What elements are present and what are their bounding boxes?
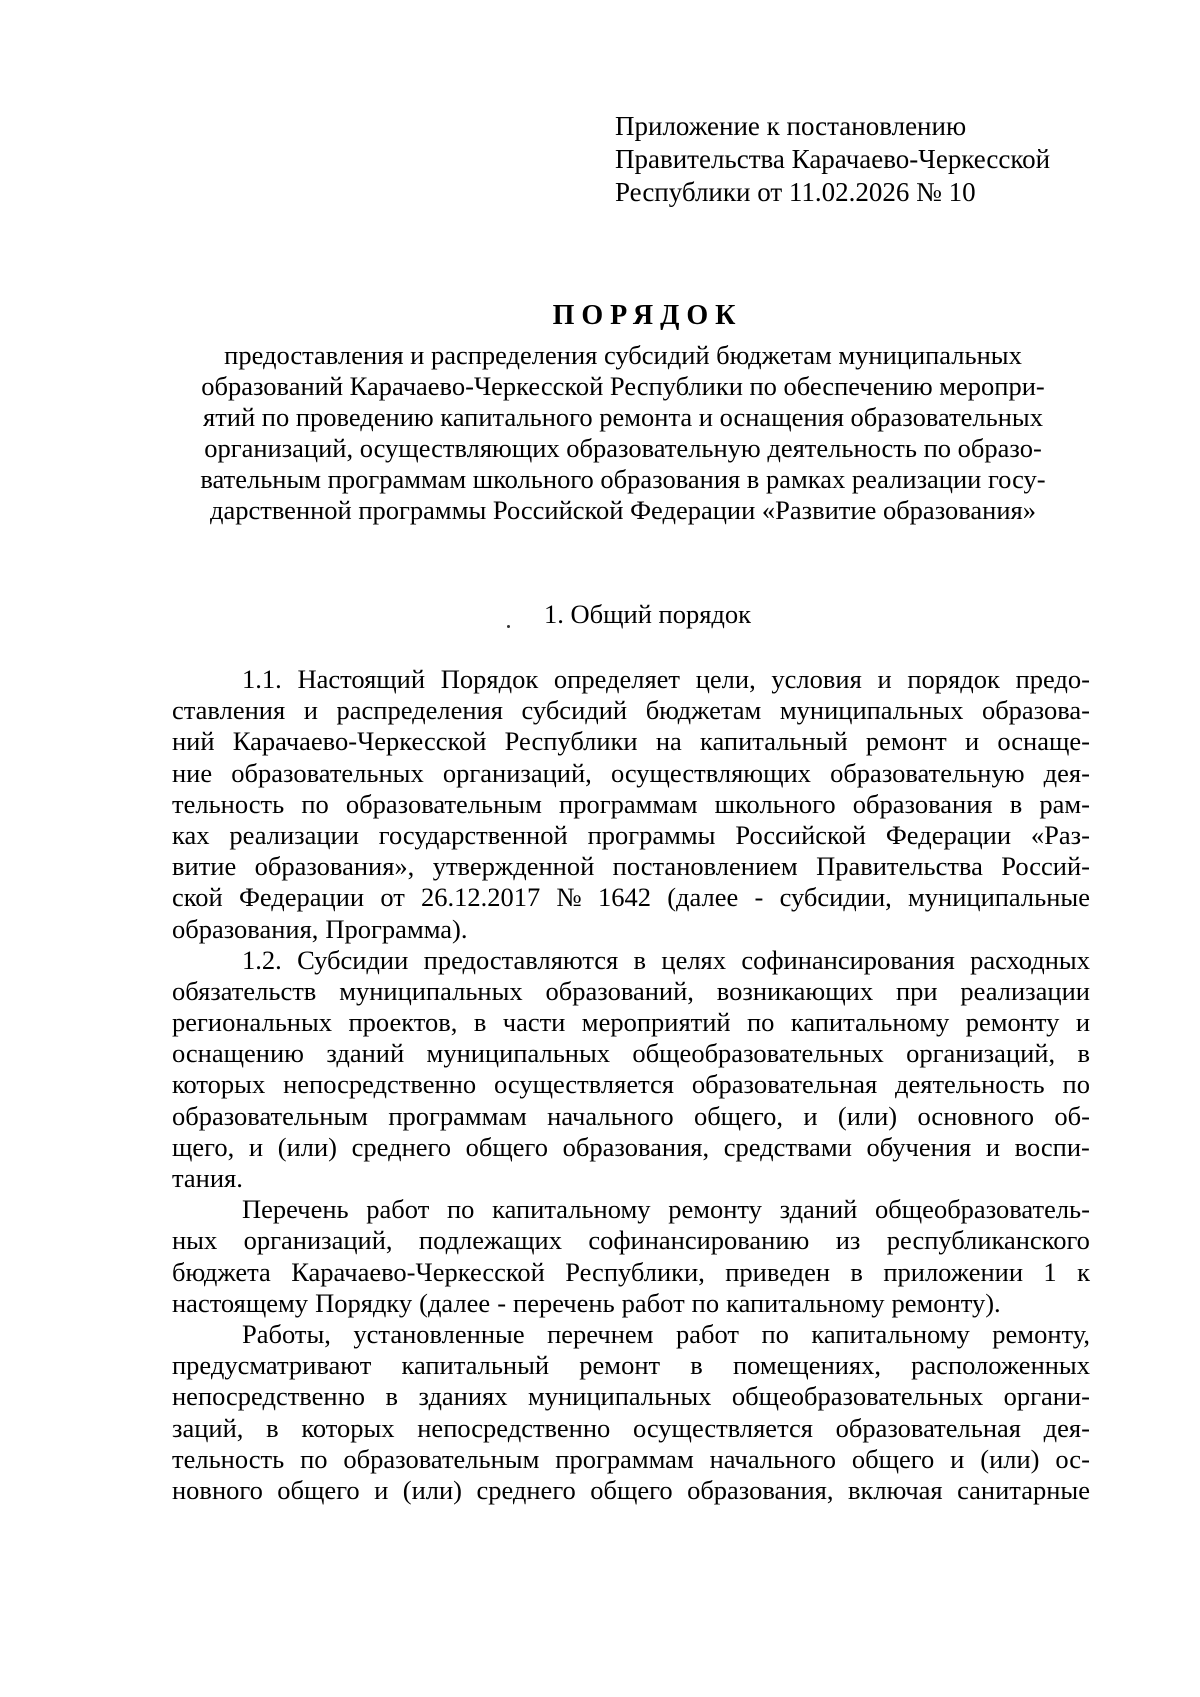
body-line: региональных проектов, в части мероприятий по капитальному ремонту и	[172, 1007, 1090, 1038]
body-line: новного общего и (или) среднего общего образования, включая санитарные	[172, 1474, 1090, 1505]
body-line: ской Федерации от 26.12.2017 № 1642 (далее - субсидии, муниципальные	[172, 882, 1090, 913]
subtitle-line: предоставления и распределения субсидий бюджетам муниципальных	[224, 340, 1022, 370]
subtitle-line: дарственной программы Российской Федерации «Развитие образования»	[209, 495, 1036, 525]
body-line: оснащению зданий муниципальных общеобразовательных организаций, в	[172, 1038, 1090, 1069]
body-line: образования, Программа).	[172, 913, 468, 944]
body-line: заций, в которых непосредственно осуществляется образовательная дея-	[172, 1412, 1090, 1443]
appendix-line: Приложение к постановлению	[615, 111, 967, 141]
body-line: ных организаций, подлежащих софинансированию из республиканского	[172, 1225, 1090, 1256]
subtitle-line: образований Карачаево-Черкесской Республики по обеспечению меропри-	[201, 371, 1045, 401]
body-line: ставления и распределения субсидий бюджетам муниципальных образова-	[172, 695, 1090, 726]
subtitle-line: ятий по проведению капитального ремонта и оснащения образовательных	[203, 402, 1043, 432]
document-title: ПОРЯДОК	[552, 300, 743, 331]
body-line: ние образовательных организаций, осуществляющих образовательную дея-	[172, 757, 1090, 788]
body-line: Работы, установленные перечнем работ по капитальному ремонту,	[242, 1318, 1090, 1349]
body-line: тельность по образовательным программам начального общего и (или) ос-	[172, 1443, 1090, 1474]
body-line: обязательств муниципальных образований, возникающих при реализации	[172, 975, 1090, 1006]
body-line: Перечень работ по капитальному ремонту зданий общеобразователь-	[242, 1194, 1090, 1225]
body-line: 1.1. Настоящий Порядок определяет цели, условия и порядок предо-	[242, 664, 1090, 694]
body-line: 1.2. Субсидии предоставляются в целях софинансирования расходных	[242, 944, 1090, 975]
body-line: непосредственно в зданиях муниципальных общеобразовательных органи-	[172, 1381, 1090, 1412]
body-line: бюджета Карачаево-Черкесской Республики, приведен в приложении 1 к	[172, 1256, 1090, 1287]
body-line: предусматривают капитальный ремонт в помещениях, расположенных	[172, 1350, 1090, 1381]
body-line: витие образования», утвержденной постановлением Правительства Россий-	[172, 851, 1090, 882]
body-line: щего, и (или) среднего общего образования, средствами обучения и воспи-	[172, 1131, 1090, 1162]
body-line: образовательным программам начального общего, и (или) основного об-	[172, 1100, 1090, 1131]
body-line: тельность по образовательным программам школьного образования в рам-	[172, 788, 1090, 819]
appendix-line: Правительства Карачаево-Черкесской	[615, 144, 1051, 174]
body-line: настоящему Порядку (далее - перечень работ по капитальному ремонту).	[172, 1287, 1001, 1318]
section-heading: 1. Общий порядок	[544, 599, 751, 629]
body-text	[172, 664, 1090, 1506]
body-line: ний Карачаево-Черкесской Республики на капитальный ремонт и оснаще-	[172, 726, 1090, 757]
subtitle-line: организаций, осуществляющих образовательную деятельность по образо-	[204, 433, 1042, 463]
body-line: ках реализации государственной программы Российской Федерации «Раз-	[172, 819, 1090, 850]
body-line: которых непосредственно осуществляется образовательная деятельность по	[172, 1069, 1090, 1100]
appendix-line: Республики от 11.02.2026 № 10	[615, 177, 976, 207]
appendix-reference	[615, 110, 1135, 209]
body-line: тания.	[172, 1163, 243, 1193]
document-subtitle	[168, 340, 1078, 526]
subtitle-line: вательным программам школьного образования в рамках реализации госу-	[200, 464, 1046, 494]
